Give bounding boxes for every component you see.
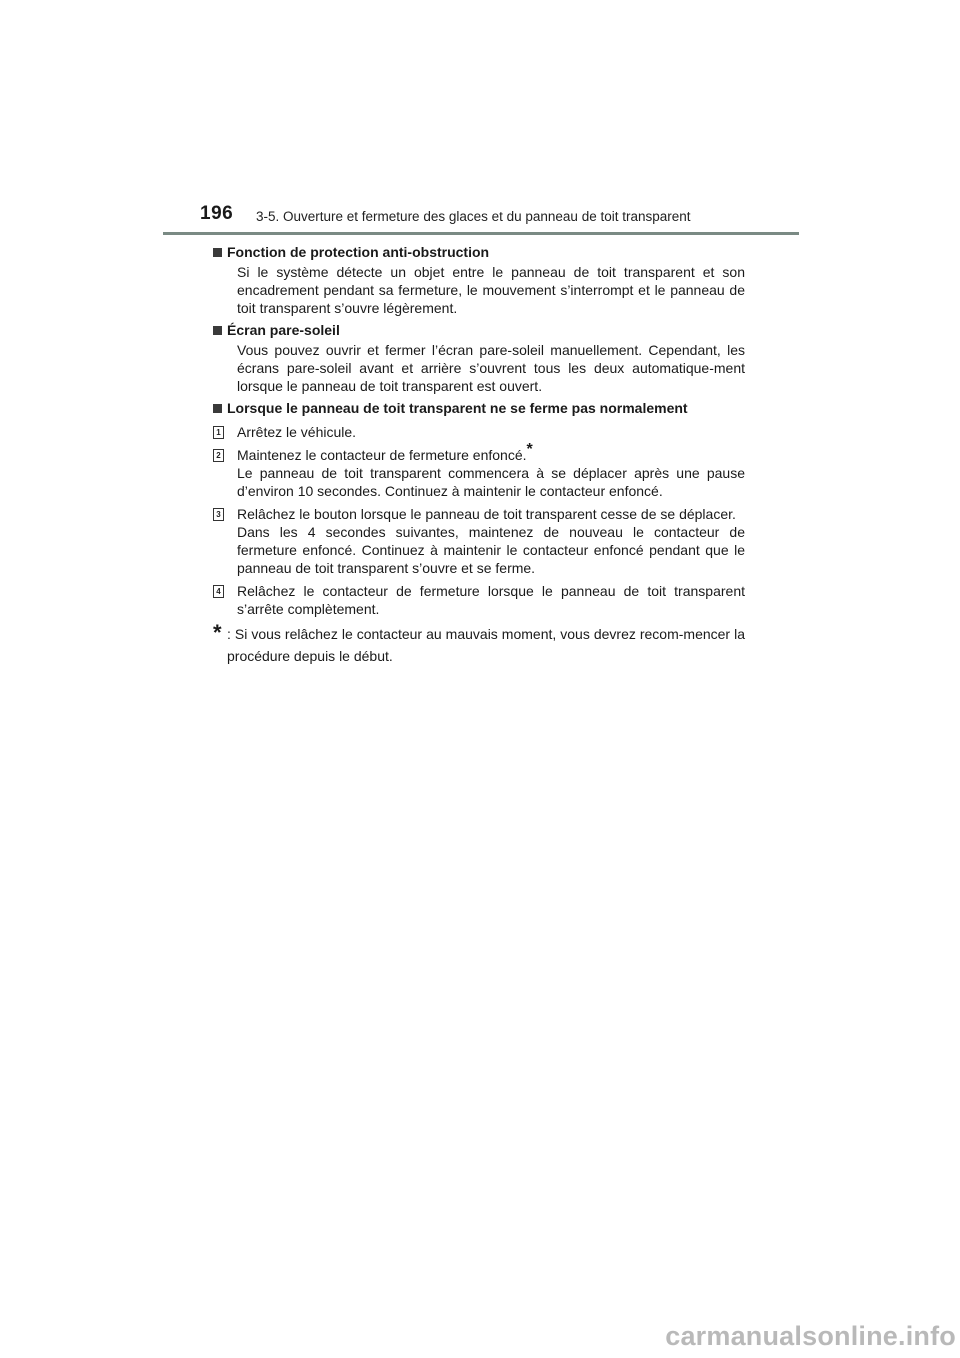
section-heading-text: Fonction de protection anti-obstruction (227, 244, 490, 260)
step-4 (213, 582, 745, 618)
square-bullet-icon (213, 404, 222, 413)
square-bullet-icon (213, 248, 222, 257)
header-rule (163, 232, 799, 235)
section-heading-text: Écran pare-soleil (227, 322, 340, 338)
step-2 (213, 441, 745, 500)
step-text: Relâchez le contacteur de fermeture lorsque le panneau de toit transparent s’arrête complètement. (237, 583, 745, 617)
section-anti-obstruction (213, 243, 745, 317)
step-text-with-note (237, 441, 745, 464)
square-bullet-icon (213, 326, 222, 335)
step-number-badge: 1 (213, 426, 224, 439)
page-content (213, 243, 745, 667)
header-title: 3-5. Ouverture et fermeture des glaces et du panneau de toit transparent (256, 209, 691, 224)
footnote-text: : Si vous relâchez le contacteur au mauvais moment, vous devrez recom-mencer la procédure depuis le début. (227, 626, 745, 664)
page-number: 196 (200, 203, 234, 224)
footnote (213, 620, 745, 667)
step-text: Maintenez le contacteur de fermeture enfoncé. (237, 447, 527, 463)
step-3 (213, 505, 745, 577)
section-paragraph: Vous pouvez ouvrir et fermer l’écran pare-soleil manuellement. Cependant, les écrans pare-soleil avant et arrière s’ouvrent tous les deux automatique-ment lorsque le panneau de toit transparent est ouvert. (237, 342, 745, 394)
step-1 (213, 423, 745, 441)
step-number-badge: 3 (213, 508, 224, 521)
step-detail: Le panneau de toit transparent commencera à se déplacer après une pause d’environ 10 secondes. Continuez à maintenir le contacteur enfoncé. (237, 465, 745, 499)
section-paragraph: Si le système détecte un objet entre le panneau de toit transparent et son encadrement pendant sa fermeture, le mouvement s’interrompt et le panneau de toit transparent s’ouvre légèrement. (237, 264, 745, 316)
section-heading-text: Lorsque le panneau de toit transparent ne se ferme pas normalement (227, 400, 688, 416)
section-not-closing (213, 399, 745, 618)
section-heading (213, 243, 745, 261)
step-number-badge: 2 (213, 449, 224, 462)
section-heading (213, 399, 745, 417)
section-heading (213, 321, 745, 339)
step-text: Relâchez le bouton lorsque le panneau de toit transparent cesse de se déplacer. (237, 506, 736, 522)
step-text: Arrêtez le véhicule. (237, 424, 357, 440)
watermark-text: carmanualsonline.info (665, 1321, 956, 1351)
step-number-badge: 4 (213, 585, 224, 598)
section-sunshade (213, 321, 745, 395)
asterisk-footnote-mark: * (213, 620, 222, 645)
step-detail: Dans les 4 secondes suivantes, maintenez de nouveau le contacteur de fermeture enfoncé. Continuez à maintenir le contacteur enfoncé pendant que le panneau de toit transparent s’ouvre et se ferme. (237, 524, 745, 576)
asterisk-note-marker: * (526, 441, 533, 458)
